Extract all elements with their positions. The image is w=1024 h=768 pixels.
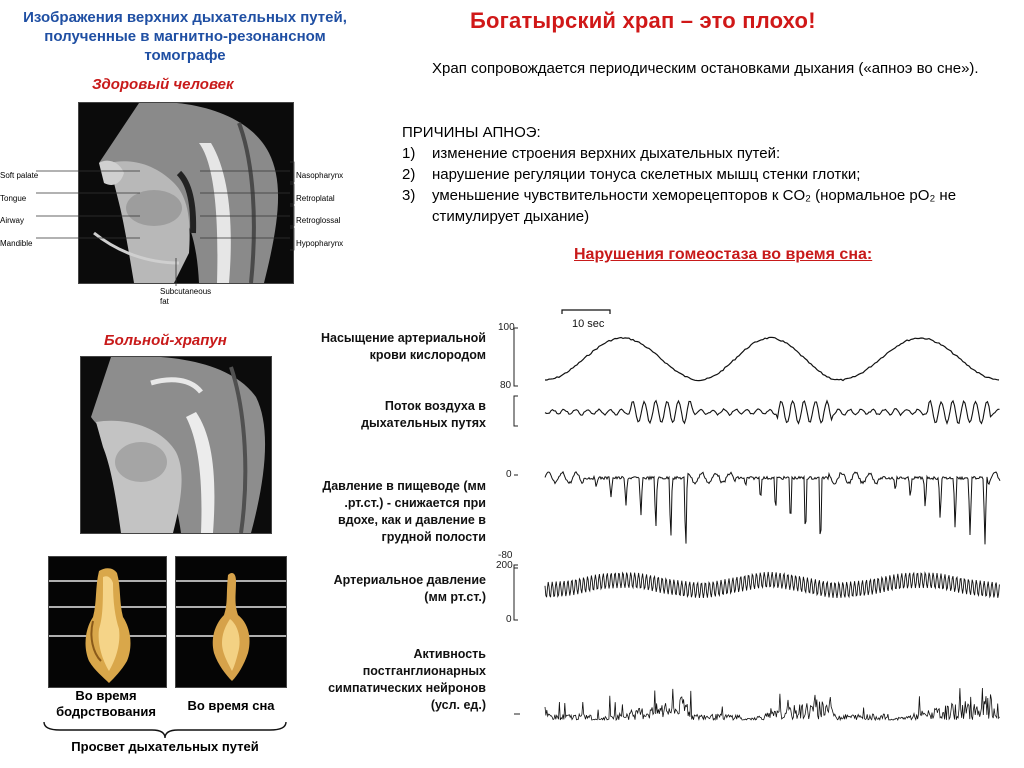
airway-sleep-drawing	[176, 557, 286, 687]
trace-sympathetic-activity	[545, 688, 1000, 720]
airway-awake-drawing	[49, 557, 166, 687]
cause-item	[402, 164, 1002, 185]
mri-label-soft-palate: Soft palate	[0, 171, 39, 180]
trace-airflow	[545, 401, 1000, 424]
mri-label-hypopharynx: Hypopharynx	[296, 238, 344, 248]
trace-oxygen-saturation	[545, 337, 999, 380]
airway-awake-image	[48, 556, 167, 688]
mri-label-mandible: Mandible	[0, 238, 33, 248]
label-sympathetic-activity: Активность постганглионарных симпатических нейронов (усл. ед.)	[328, 647, 486, 712]
cause-text: изменение строения верхних дыхательных путей:	[432, 145, 781, 162]
sleep-caption: Во время сна	[187, 698, 275, 713]
patient-label: Больной-храпун	[104, 332, 227, 349]
patient-mri-drawing	[81, 357, 271, 533]
axis-eso-top: 0	[506, 469, 512, 480]
physiology-traces	[510, 300, 1010, 750]
cause-item	[402, 143, 1002, 164]
cause-text: нарушение регуляции тонуса скелетных мышц стенки глотки;	[432, 166, 861, 183]
cause-item	[402, 185, 1002, 227]
mri-label-subcutaneous-fat	[160, 287, 211, 307]
label-esophageal-pressure: Давление в пищеводе (мм .рт.ст.) - снижается при вдохе, как и давление в грудной полости	[322, 479, 486, 544]
mri-label-fat: fat	[160, 297, 169, 306]
cause-text: уменьшение чувствительности хеморецепторов к CO₂ (нормальное pO₂ не стимулирует дыхание)	[432, 187, 957, 225]
cause-number: 2)	[402, 166, 416, 183]
mri-label-retroplatal: Retroplatal	[296, 193, 335, 203]
scale-bar-line	[562, 310, 610, 314]
mri-title: Изображения верхних дыхательных путей, полученные в магнитно-резонансном томографе	[23, 9, 347, 64]
apnea-causes	[402, 122, 1002, 227]
intro-text: Храп сопровождается периодическим остановками дыхания («апноэ во сне»).	[432, 60, 979, 77]
airway-sleep-image	[175, 556, 287, 688]
mri-label-subcutaneous: Subcutaneous	[160, 287, 212, 296]
scale-bar-label: 10 sec	[572, 318, 605, 330]
mri-label-tongue: Tongue	[0, 193, 27, 203]
axis-bp-bottom: 0	[506, 614, 512, 625]
patient-mri-image	[80, 356, 272, 534]
axis-eso-bottom: -80	[498, 550, 513, 561]
healthy-mri-figure	[0, 98, 400, 318]
trace-arterial-pressure	[545, 572, 999, 598]
axis-sat-bottom: 80	[500, 380, 512, 391]
causes-heading: ПРИЧИНЫ АПНОЭ:	[402, 124, 541, 141]
mri-left-labels	[0, 165, 40, 255]
main-title: Богатырский храп – это плохо!	[470, 8, 816, 33]
axis-bp-top: 200	[496, 560, 513, 571]
mri-label-nasopharynx: Nasopharynx	[296, 171, 344, 180]
mri-label-airway: Airway	[0, 216, 25, 225]
cause-number: 3)	[402, 187, 416, 204]
cause-number: 1)	[402, 145, 416, 162]
healthy-label: Здоровый человек	[92, 76, 234, 93]
label-arterial-pressure: Артериальное давление (мм рт.ст.)	[333, 573, 486, 604]
mri-right-labels	[296, 165, 356, 255]
mri-label-retroglossal: Retroglossal	[296, 216, 341, 225]
label-airflow: Поток воздуха в дыхательных путях	[361, 399, 486, 430]
axis-sat-top: 100	[498, 322, 515, 333]
label-oxygen-saturation: Насыщение артериальной крови кислородом	[320, 331, 486, 362]
awake-caption: Во время бодрствования	[56, 688, 156, 719]
airway-caption: Просвет дыхательных путей	[71, 739, 259, 754]
trace-esophageal-pressure	[545, 472, 1000, 545]
homeostasis-subtitle: Нарушения гомеостаза во время сна:	[574, 246, 873, 263]
